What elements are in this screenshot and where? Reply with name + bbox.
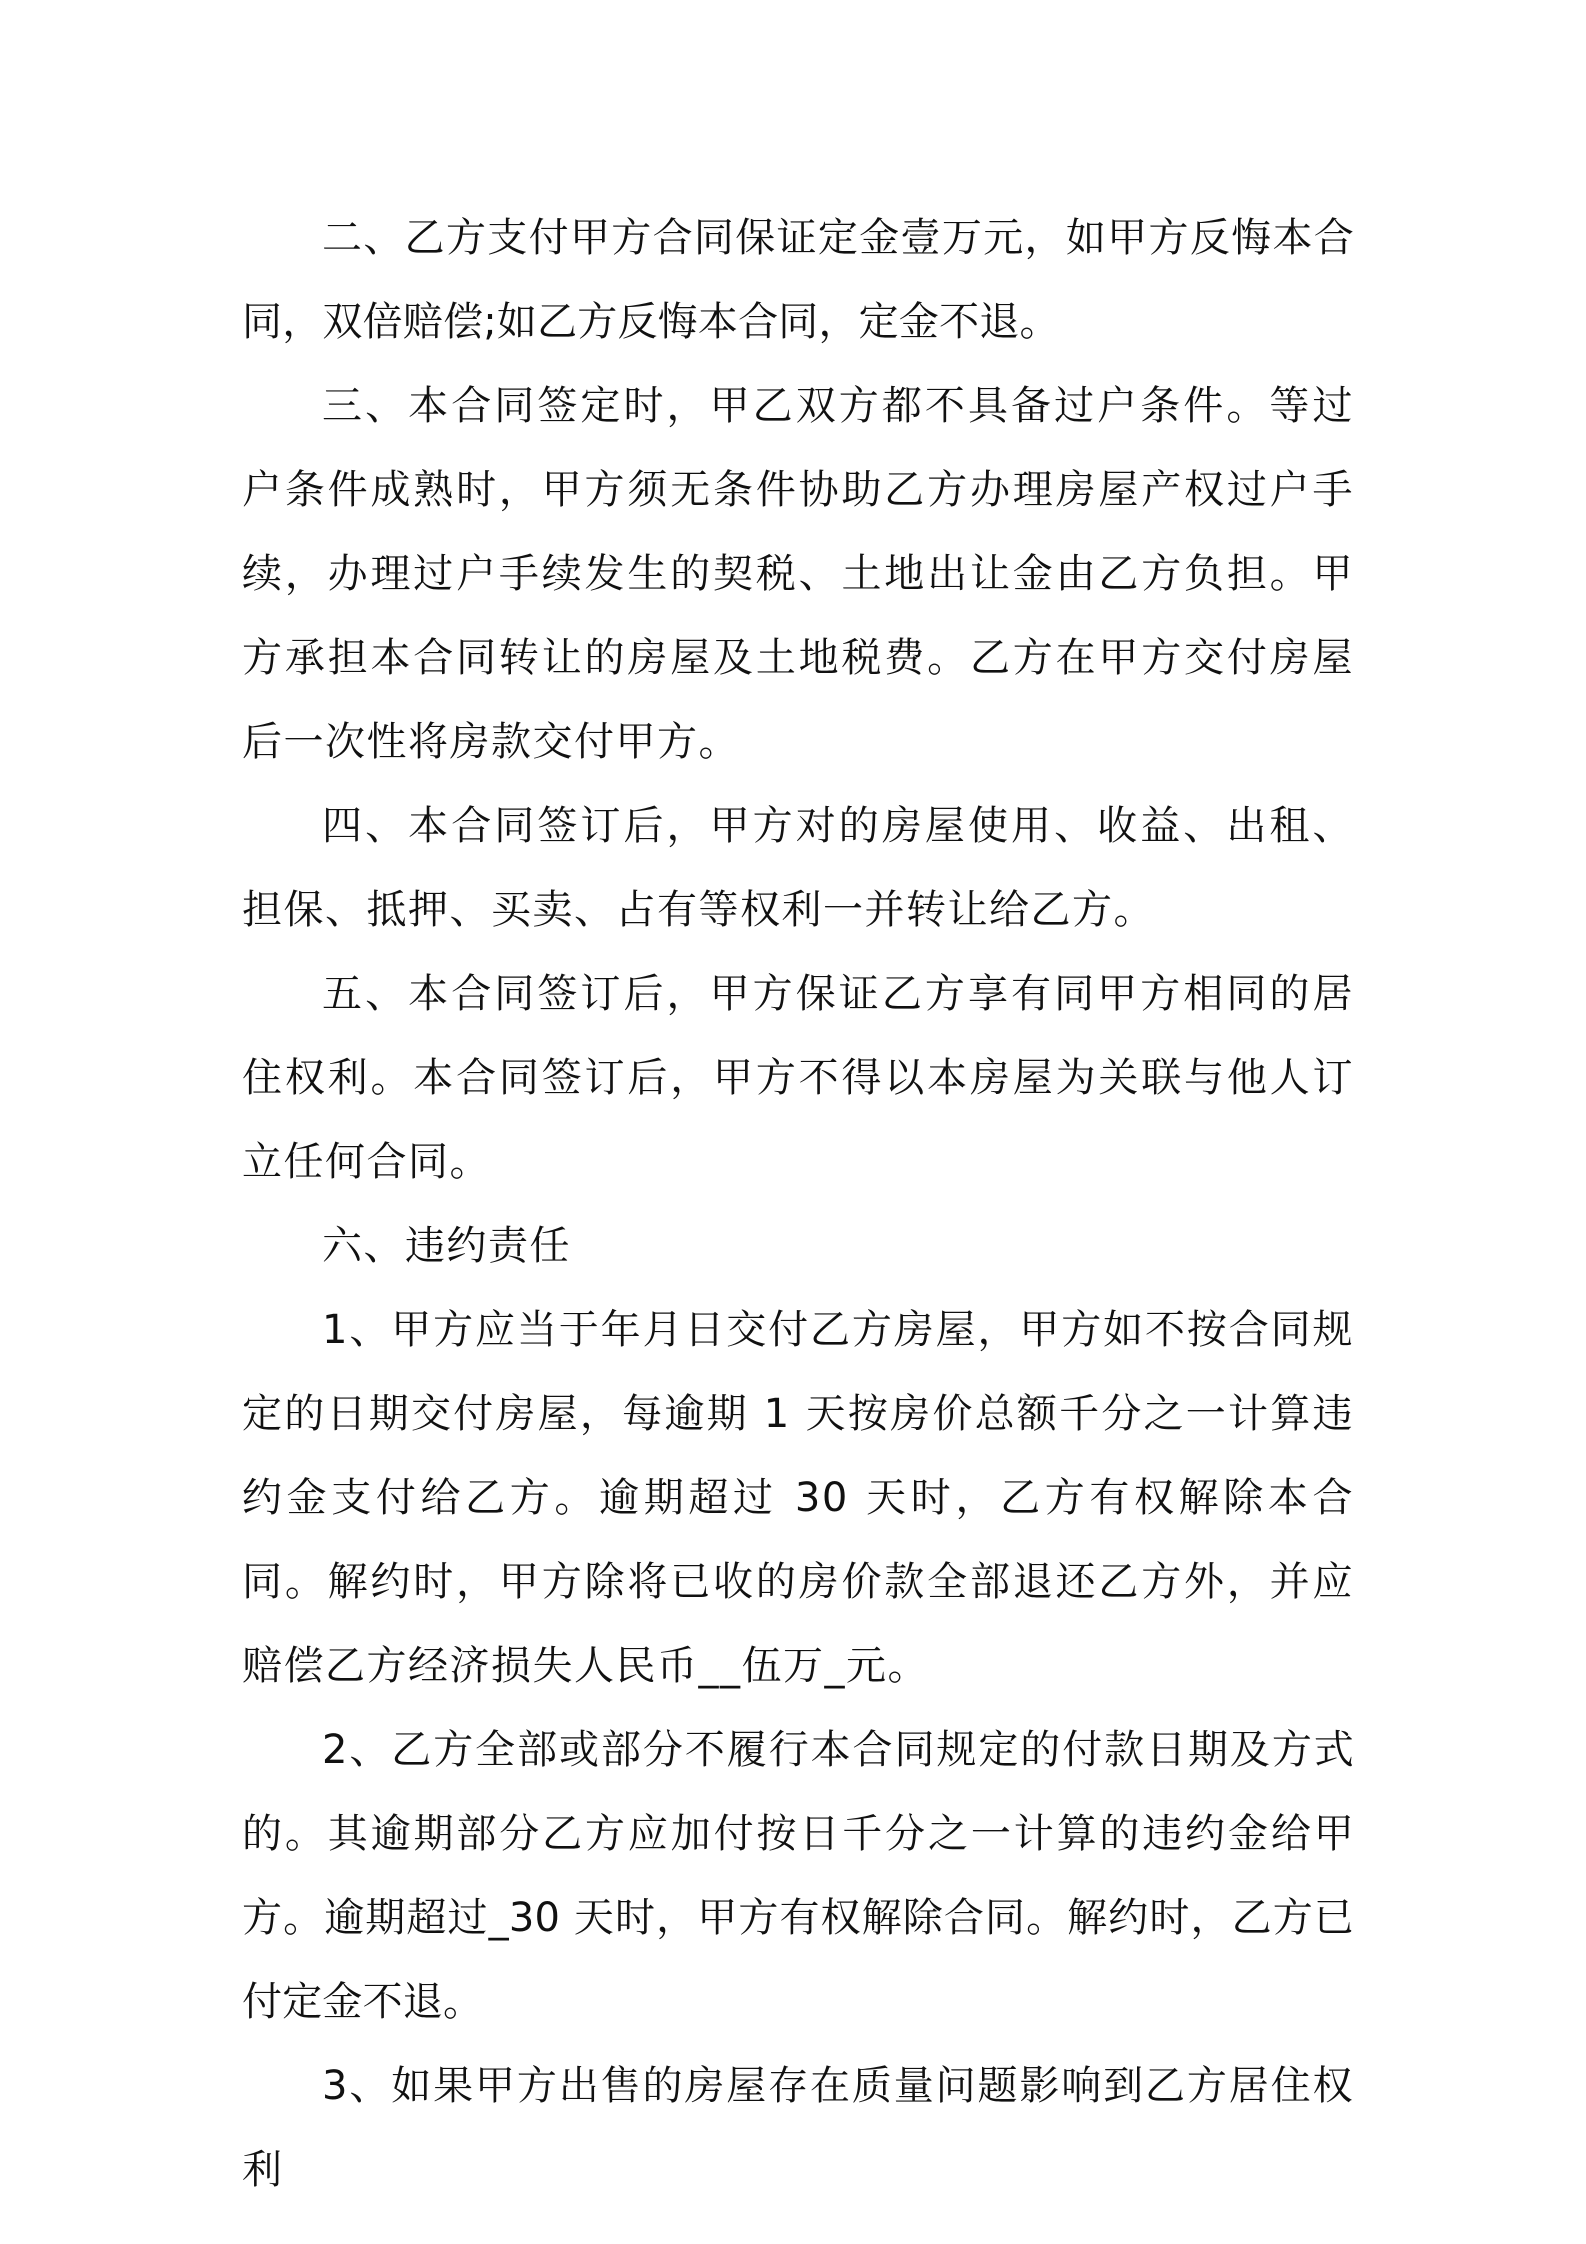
clause-6-heading: 六、违约责任 bbox=[322, 1223, 571, 1269]
clause-6-2-buyer-default: 2、乙方全部或部分不履行本合同规定的付款日期及方式的。其逾期部分乙方应加付按日千分之一计算的违约金给甲方。逾期超过_30 天时，甲方有权解除合同。解约时，乙方已付定金不退。 bbox=[242, 1727, 1354, 2025]
clause-4-rights: 四、本合同签订后，甲方对的房屋使用、收益、出租、担保、抵押、买卖、占有等权利一并转让给乙方。 bbox=[242, 803, 1354, 933]
clause-5-residence: 五、本合同签订后，甲方保证乙方享有同甲方相同的居住权利。本合同签订后，甲方不得以本房屋为关联与他人订立任何合同。 bbox=[242, 971, 1354, 1185]
clause-3-transfer: 三、本合同签定时，甲乙双方都不具备过户条件。等过户条件成熟时，甲方须无条件协助乙方办理房屋产权过户手续，办理过户手续发生的契税、土地出让金由乙方负担。甲方承担本合同转让的房屋及土地税费。乙方在甲方交付房屋后一次性将房款交付甲方。 bbox=[242, 383, 1354, 765]
clause-2-deposit: 二、乙方支付甲方合同保证定金壹万元，如甲方反悔本合同，双倍赔偿;如乙方反悔本合同，定金不退。 bbox=[242, 215, 1354, 345]
clause-6-3-quality: 3、如果甲方出售的房屋存在质量问题影响到乙方居住权利 bbox=[242, 2063, 1354, 2193]
document-body bbox=[242, 196, 1354, 2212]
clause-6-1-seller-default: 1、甲方应当于年月日交付乙方房屋，甲方如不按合同规定的日期交付房屋，每逾期 1 天按房价总额千分之一计算违约金支付给乙方。逾期超过 30 天时，乙方有权解除本合同。解约时，甲方除将已收的房价款全部退还乙方外，并应赔偿乙方经济损失人民币__伍万_元。 bbox=[242, 1307, 1354, 1689]
